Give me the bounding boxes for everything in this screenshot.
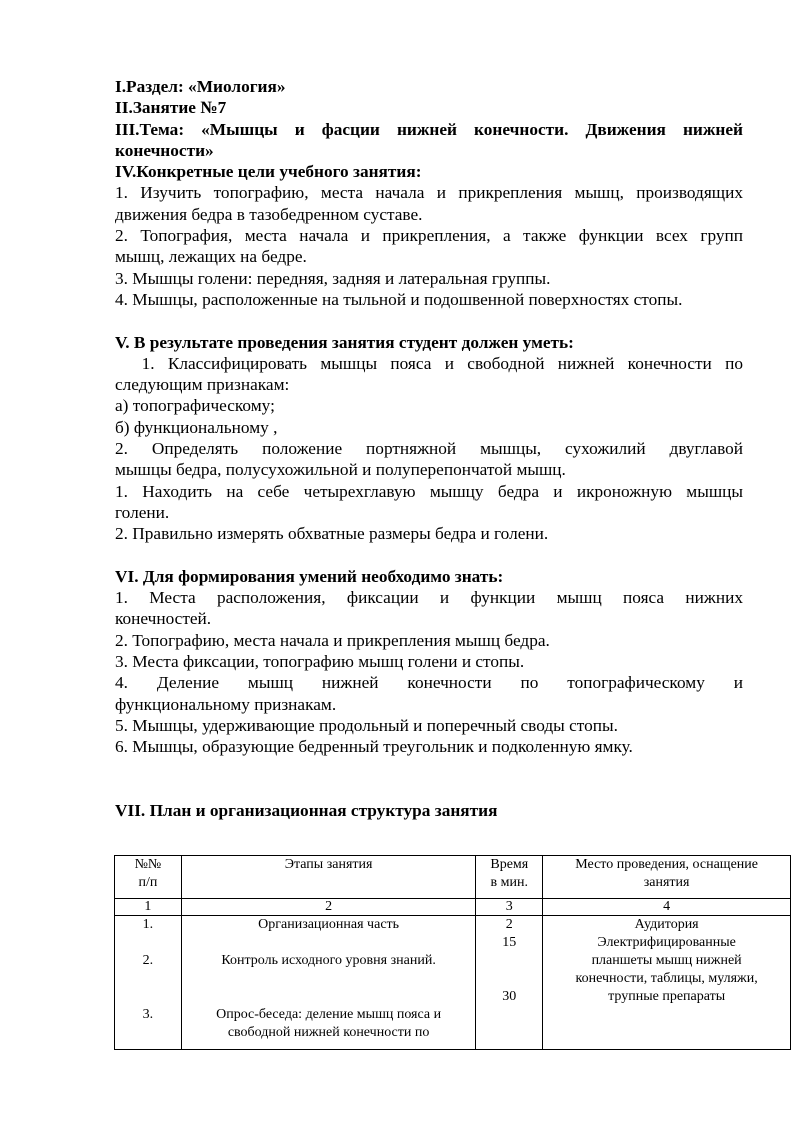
goal-1-line1: 1. Изучить топографию, места начала и прикрепления мышц, производящих [115, 183, 743, 203]
header-text: п/п [138, 875, 158, 890]
knowledge-line: 4. Деление мышц нижней конечности по топографическому и [115, 673, 743, 693]
goal-3: 3. Мышцы голени: передняя, задняя и латеральная группы. [115, 268, 551, 288]
place-line: Электрифицированные [597, 935, 736, 950]
goal-4: 4. Мышцы, расположенные на тыльной и подошвенной поверхностях стопы. [115, 289, 683, 309]
place-cell [543, 916, 791, 1050]
plan-column-number-row [115, 899, 791, 916]
row-number: 1. [142, 917, 154, 932]
skill-line: а) топографическому; [115, 396, 275, 416]
time-value: 30 [502, 989, 517, 1004]
knowledge-line: 6. Мышцы, образующие бедренный треугольник и подколенную ямку. [115, 737, 633, 757]
skill-line: б) функциональному , [115, 417, 278, 437]
knowledge-list [115, 587, 743, 757]
knowledge-line: функциональному признакам. [115, 694, 337, 714]
times-cell [476, 916, 543, 1050]
knowledge-line: 5. Мышцы, удерживающие продольный и поперечный своды стопы. [115, 715, 618, 735]
document-page [115, 0, 743, 821]
spacer [115, 545, 743, 566]
top-margin [115, 0, 743, 76]
skills-heading: V. В результате проведения занятия студент должен уметь: [115, 332, 574, 352]
header-text: в мин. [490, 875, 529, 890]
header-time [476, 856, 543, 899]
header-text: занятия [643, 875, 690, 890]
goal-2-line1: 2. Топография, места начала и прикрепления, а также функции всех групп [115, 226, 743, 246]
place-line: планшеты мышц нижней [591, 953, 742, 968]
row-numbers-cell [115, 916, 182, 1050]
goals-list [115, 182, 743, 310]
row-number: 2. [142, 953, 154, 968]
knowledge-line: конечностей. [115, 609, 212, 629]
time-value: 15 [502, 935, 517, 950]
knowledge-line: 2. Топографию, места начала и прикрепления мышц бедра. [115, 630, 550, 650]
goal-1-line2: движения бедра в тазобедренном суставе. [115, 204, 423, 224]
skill-line: 2. Определять положение портняжной мышцы, сухожилий двуглавой [115, 439, 743, 459]
header-number [115, 856, 182, 899]
spacer [115, 758, 743, 801]
plan-heading: VII. План и организационная структура занятия [115, 801, 498, 821]
place-line: Аудитория [634, 917, 699, 932]
plan-table [114, 855, 791, 1050]
stage-item: Опрос-беседа: деление мышц пояса и [216, 1007, 442, 1022]
row-number: 3. [142, 1007, 154, 1022]
place-line: конечности, таблицы, муляжи, [575, 971, 758, 986]
stage-item: Организационная часть [258, 917, 400, 932]
stages-cell [181, 916, 475, 1050]
stage-item-continued: свободной нижней конечности по [227, 1025, 430, 1040]
column-number: 4 [543, 899, 791, 916]
header-text: №№ [134, 857, 162, 872]
header-text: Этапы занятия [284, 857, 373, 872]
skill-line: 2. Правильно измерять обхватные размеры бедра и голени. [115, 524, 549, 544]
knowledge-line: 3. Места фиксации, топографию мышц голени и стопы. [115, 652, 525, 672]
goal-2-line2: мышц, лежащих на бедре. [115, 247, 307, 267]
goals-heading: IV.Конкретные цели учебного занятия: [115, 162, 422, 182]
header-text: Время [490, 857, 529, 872]
spacer [115, 310, 743, 331]
column-number: 1 [115, 899, 182, 916]
header-place [543, 856, 791, 899]
time-value: 2 [505, 917, 513, 932]
header-text: Место проведения, оснащение [575, 857, 758, 872]
plan-body-row [115, 916, 791, 1050]
header-stages [181, 856, 475, 899]
column-number: 2 [181, 899, 475, 916]
stage-item: Контроль исходного уровня знаний. [221, 953, 436, 968]
topic-heading-line1: III.Тема: «Мышцы и фасции нижней конечности. Движения нижней [115, 119, 743, 139]
skill-line: голени. [115, 502, 170, 522]
skill-line: 1. Классифицировать мышцы пояса и свободной нижней конечности по [115, 353, 743, 373]
skills-list [115, 353, 743, 545]
plan-header-row [115, 856, 791, 899]
skill-line: следующим признакам: [115, 375, 290, 395]
skill-line: мышцы бедра, полусухожильной и полуперепончатой мышц. [115, 460, 566, 480]
knowledge-heading: VI. Для формирования умений необходимо знать: [115, 566, 504, 586]
knowledge-line: 1. Места расположения, фиксации и функции мышц пояса нижних [115, 588, 743, 608]
section-heading: I.Раздел: «Миология» [115, 77, 286, 96]
skill-line: 1. Находить на себе четырехглавую мышцу бедра и икроножную мышцы [115, 481, 743, 501]
lesson-heading: II.Занятие №7 [115, 98, 227, 118]
topic-heading-line2: конечности» [115, 140, 214, 160]
column-number: 3 [476, 899, 543, 916]
place-line: трупные препараты [608, 989, 726, 1004]
